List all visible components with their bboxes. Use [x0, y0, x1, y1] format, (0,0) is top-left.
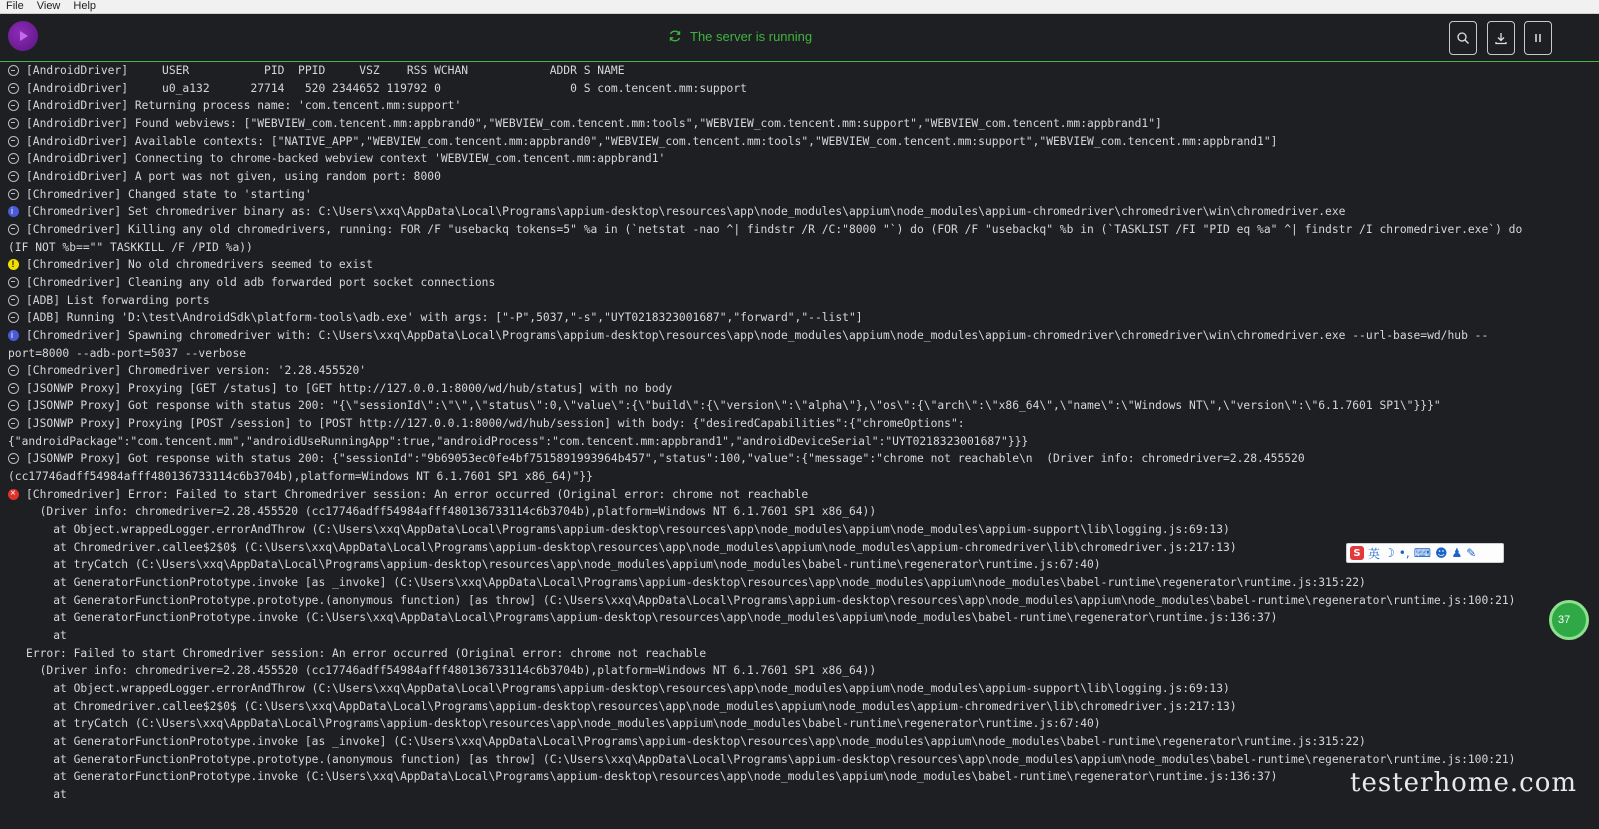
- log-text: at GeneratorFunctionPrototype.invoke [as _invoke] (C:\Users\xxq\AppData\Local\Programs\appium-desktop\resources\app\node_modules\appium\node_modules\babel-runtime\regenerator\runtime.js:315:22): [26, 734, 1366, 748]
- log-indent: [8, 736, 19, 747]
- log-text: Error: Failed to start Chromedriver session: An error occurred (Original error: chrome not reachable: [26, 646, 707, 660]
- log-debug-icon: [8, 383, 19, 394]
- log-text: [JSONWP Proxy] Proxying [GET /status] to [GET http://127.0.0.1:8000/wd/hub/status] with no body: [26, 381, 673, 395]
- log-indent: [8, 595, 19, 606]
- ime-language-label[interactable]: 英: [1368, 546, 1381, 561]
- log-line: [0, 115, 1599, 133]
- log-text: [AndroidDriver] A port was not given, using random port: 8000: [26, 169, 441, 183]
- log-line: [0, 309, 1599, 327]
- log-debug-icon: [8, 277, 19, 288]
- log-line: [0, 433, 1599, 451]
- download-logs-button[interactable]: [1487, 21, 1515, 55]
- download-icon: [1494, 31, 1508, 45]
- log-text: [AndroidDriver] u0_a132 27714 520 2344652 119792 0 0 S com.tencent.mm:support: [26, 81, 747, 95]
- menu-bar: [0, 0, 1599, 14]
- log-debug-icon: [8, 365, 19, 376]
- menu-file[interactable]: File: [6, 0, 24, 12]
- log-line: [0, 698, 1599, 716]
- log-warn-icon: [8, 259, 19, 270]
- log-indent: [8, 577, 19, 588]
- moon-icon[interactable]: ☽: [1384, 546, 1395, 560]
- log-info-icon: [8, 206, 19, 217]
- log-debug-icon: [8, 189, 19, 200]
- log-text: [Chromedriver] Changed state to 'starting': [26, 187, 312, 201]
- log-debug-icon: [8, 171, 19, 182]
- wrench-icon[interactable]: ✎: [1466, 546, 1477, 560]
- log-line: [0, 292, 1599, 310]
- log-debug-icon: [8, 118, 19, 129]
- log-text: [AndroidDriver] Available contexts: ["NATIVE_APP","WEBVIEW_com.tencent.mm:appbrand0","WEBVIEW_com.tencent.mm:tools","WEBVIEW_com.tencent.mm:support","WEBVIEW_com.tencent.mm:appbrand1"]: [26, 134, 1278, 148]
- log-line: [0, 609, 1599, 627]
- log-text: at tryCatch (C:\Users\xxq\AppData\Local\Programs\appium-desktop\resources\app\node_modules\appium\node_modules\babel-runtime\regenerator\runtime.js:67:40): [26, 558, 1101, 572]
- log-text: at Chromedriver.callee$2$0$ (C:\Users\xxq\AppData\Local\Programs\appium-desktop\resources\app\node_modules\appium\node_modules\appium-chromedriver\lib\chromedriver.js:217:13): [26, 540, 1237, 554]
- log-indent: [8, 665, 19, 676]
- log-debug-icon: [8, 153, 19, 164]
- log-debug-icon: [8, 312, 19, 323]
- menu-view[interactable]: View: [36, 0, 61, 12]
- log-text: [Chromedriver] Chromedriver version: '2.28.455520': [26, 364, 367, 378]
- log-line: [0, 468, 1599, 486]
- log-text: [AndroidDriver] Returning process name: 'com.tencent.mm:support': [26, 99, 462, 113]
- log-text: at Object.wrappedLogger.errorAndThrow (C:\Users\xxq\AppData\Local\Programs\appium-desktop\resources\app\node_modules\appium\node_modules\appium-support\lib\logging.js:69:13): [26, 681, 1230, 695]
- log-line: [0, 415, 1599, 433]
- log-line: [0, 645, 1599, 663]
- log-text: [AndroidDriver] Found webviews: ["WEBVIEW_com.tencent.mm:appbrand0","WEBVIEW_com.tencent.mm:tools","WEBVIEW_com.tencent.mm:support","WEBVIEW_com.tencent.mm:appbrand1"]: [26, 116, 1162, 130]
- watermark: testerhome.com: [1350, 768, 1578, 798]
- search-logs-button[interactable]: [1449, 21, 1477, 55]
- log-line: [0, 503, 1599, 521]
- log-line: [0, 521, 1599, 539]
- log-line: [0, 203, 1599, 221]
- log-debug-icon: [8, 83, 19, 94]
- log-line: [0, 97, 1599, 115]
- log-text: at GeneratorFunctionPrototype.invoke (C:\Users\xxq\AppData\Local\Programs\appium-desktop\resources\app\node_modules\appium\node_modules\babel-runtime\regenerator\runtime.js:136:37): [26, 611, 1278, 625]
- refresh-icon: [668, 29, 682, 43]
- log-line: [0, 574, 1599, 592]
- log-indent: [8, 559, 19, 570]
- log-text: {"androidPackage":"com.tencent.mm","androidUseRunningApp":true,"androidProcess":"com.tencent.mm:appbrand1","androidDeviceSerial":"UYT0218323001687"}}}: [8, 434, 1029, 448]
- log-indent: [8, 771, 19, 782]
- punctuation-icon[interactable]: •,: [1398, 546, 1410, 560]
- log-line: [0, 627, 1599, 645]
- log-text: [ADB] Running 'D:\test\AndroidSdk\platform-tools\adb.exe' with args: ["-P",5037,"-s","UYT0218323001687","forward","--list"]: [26, 311, 863, 325]
- log-text: at: [26, 629, 67, 642]
- log-text: [JSONWP Proxy] Proxying [POST /session] to [POST http://127.0.0.1:8000/wd/hub/session] with body: {"desiredCapabilities":{"chromeOptions":: [26, 417, 965, 431]
- log-line: [0, 256, 1599, 274]
- log-text: [Chromedriver] Spawning chromedriver with: C:\Users\xxq\AppData\Local\Programs\appium-desktop\resources\app\node_modules\appium\node_modules\appium-chromedriver\chromedriver\win\chromedriver.exe --url-base=wd/hub --: [26, 328, 1489, 342]
- log-line: [0, 715, 1599, 733]
- log-line: [0, 274, 1599, 292]
- server-header: [0, 14, 1599, 62]
- log-text: at Chromedriver.callee$2$0$ (C:\Users\xxq\AppData\Local\Programs\appium-desktop\resources\app\node_modules\appium\node_modules\appium-chromedriver\lib\chromedriver.js:217:13): [26, 699, 1237, 713]
- log-indent: [8, 648, 19, 659]
- log-error-icon: [8, 489, 19, 500]
- user-icon[interactable]: ☻: [1435, 546, 1448, 560]
- floating-ball[interactable]: [1549, 600, 1589, 640]
- log-text: [Chromedriver] Killing any old chromedrivers, running: FOR /F "usebackq tokens=5" %a in (`netstat -nao ^| findstr /R /C:"8000 "`) do (FOR /F "usebackq" %b in (`TASKLIST /FI "PID eq %a" ^| findstr /I chromedriver.exe`) do: [26, 222, 1523, 236]
- log-indent: [8, 754, 19, 765]
- log-indent: [8, 789, 19, 800]
- log-text: (Driver info: chromedriver=2.28.455520 (cc17746adff54984afff480136733114c6b3704b),platform=Windows NT 6.1.7601 SP1 x86_64)): [26, 505, 877, 519]
- log-text: [Chromedriver] Cleaning any old adb forwarded port socket connections: [26, 275, 496, 289]
- log-text: [JSONWP Proxy] Got response with status 200: {"sessionId":"9b69053ec0fe4bf7515891993964b457","status":100,"value":{"message":"chrome not reachable\n (Driver info: chromedriver=2.28.455520: [26, 452, 1305, 466]
- log-text: at tryCatch (C:\Users\xxq\AppData\Local\Programs\appium-desktop\resources\app\node_modules\appium\node_modules\babel-runtime\regenerator\runtime.js:67:40): [26, 717, 1101, 731]
- log-debug-icon: [8, 224, 19, 235]
- log-text: (cc17746adff54984afff480136733114c6b3704b),platform=Windows NT 6.1.7601 SP1 x86_64)"}}: [8, 470, 593, 484]
- search-icon: [1456, 31, 1470, 45]
- log-line: [0, 345, 1599, 363]
- log-debug-icon: [8, 136, 19, 147]
- log-text: [AndroidDriver] USER PID PPID VSZ RSS WCHAN ADDR S NAME: [26, 64, 625, 77]
- log-line: [0, 327, 1599, 345]
- log-line: [0, 133, 1599, 151]
- log-text: at: [26, 787, 67, 801]
- log-debug-icon: [8, 100, 19, 111]
- log-text: at GeneratorFunctionPrototype.prototype.(anonymous function) [as throw] (C:\Users\xxq\AppData\Local\Programs\appium-desktop\resources\app\node_modules\appium\node_modules\babel-runtime\regenerator\runtime.js:100:21): [26, 593, 1516, 607]
- stop-server-button[interactable]: [1524, 21, 1552, 55]
- play-icon: [15, 28, 31, 44]
- log-debug-icon: [8, 453, 19, 464]
- log-line: [0, 186, 1599, 204]
- log-line: [0, 221, 1599, 239]
- log-text: at Object.wrappedLogger.errorAndThrow (C:\Users\xxq\AppData\Local\Programs\appium-desktop\resources\app\node_modules\appium\node_modules\appium-support\lib\logging.js:69:13): [26, 523, 1230, 537]
- log-text: [ADB] List forwarding ports: [26, 293, 210, 307]
- log-debug-icon: [8, 418, 19, 429]
- log-line: [0, 150, 1599, 168]
- log-text: at GeneratorFunctionPrototype.prototype.(anonymous function) [as throw] (C:\Users\xxq\AppData\Local\Programs\appium-desktop\resources\app\node_modules\appium\node_modules\babel-runtime\regenerator\runtime.js:100:21): [26, 752, 1516, 766]
- floating-ball-value: 37: [1558, 614, 1571, 626]
- log-line: [0, 486, 1599, 504]
- log-line: [0, 239, 1599, 257]
- log-indent: [8, 506, 19, 517]
- log-debug-icon: [8, 400, 19, 411]
- menu-help[interactable]: Help: [73, 0, 97, 12]
- log-text: [Chromedriver] Error: Failed to start Chromedriver session: An error occurred (Original error: chrome not reachable: [26, 487, 809, 501]
- log-text: at GeneratorFunctionPrototype.invoke [as _invoke] (C:\Users\xxq\AppData\Local\Programs\appium-desktop\resources\app\node_modules\appium\node_modules\babel-runtime\regenerator\runtime.js:315:22): [26, 576, 1366, 590]
- log-indent: [8, 524, 19, 535]
- log-text: [Chromedriver] Set chromedriver binary as: C:\Users\xxq\AppData\Local\Programs\appium-desktop\resources\app\node_modules\appium\node_modules\appium-chromedriver\chromedriver\win\chromedriver.exe: [26, 205, 1346, 219]
- log-text: [Chromedriver] No old chromedrivers seemed to exist: [26, 258, 373, 272]
- log-indent: [8, 630, 19, 641]
- log-line: [0, 380, 1599, 398]
- server-status: [668, 26, 812, 46]
- sogou-logo-icon: S: [1350, 546, 1364, 560]
- log-text: [AndroidDriver] Connecting to chrome-backed webview context 'WEBVIEW_com.tencent.mm:appbrand1': [26, 152, 666, 166]
- log-text: (Driver info: chromedriver=2.28.455520 (cc17746adff54984afff480136733114c6b3704b),platform=Windows NT 6.1.7601 SP1 x86_64)): [26, 664, 877, 678]
- keyboard-icon[interactable]: ⌨: [1413, 546, 1432, 560]
- log-line: [0, 168, 1599, 186]
- log-line: [0, 62, 1599, 80]
- server-log[interactable]: [0, 62, 1599, 829]
- log-indent: [8, 612, 19, 623]
- log-text: [JSONWP Proxy] Got response with status 200: "{\"sessionId\":\"\",\"status\":0,\"value\":{\"build\":{\"version\":\"alpha\"},\"os\":{\"arch\":\"x86_64\",\"name\":\"Windows NT\",\"version\":\"6.1.7601 SP1\"}}}": [26, 399, 1441, 413]
- log-debug-icon: [8, 65, 19, 76]
- log-text: port=8000 --adb-port=5037 --verbose: [8, 346, 247, 360]
- server-status-text: The server is running: [690, 28, 813, 44]
- shirt-icon[interactable]: ♟: [1451, 546, 1463, 560]
- ime-toolbar[interactable]: [1346, 543, 1504, 563]
- log-indent: [8, 701, 19, 712]
- log-line: [0, 362, 1599, 380]
- log-line: [0, 397, 1599, 415]
- log-line: [0, 680, 1599, 698]
- log-text: (IF NOT %b=="" TASKKILL /F /PID %a)): [8, 240, 253, 254]
- log-line: [0, 450, 1599, 468]
- appium-logo: [8, 21, 38, 51]
- log-line: [0, 662, 1599, 680]
- log-line: [0, 80, 1599, 98]
- log-line: [0, 592, 1599, 610]
- log-line: [0, 733, 1599, 751]
- log-indent: [8, 718, 19, 729]
- log-info-icon: [8, 330, 19, 341]
- log-debug-icon: [8, 295, 19, 306]
- log-line: [0, 751, 1599, 769]
- log-indent: [8, 683, 19, 694]
- log-indent: [8, 542, 19, 553]
- log-text: at GeneratorFunctionPrototype.invoke (C:\Users\xxq\AppData\Local\Programs\appium-desktop\resources\app\node_modules\appium\node_modules\babel-runtime\regenerator\runtime.js:136:37): [26, 770, 1278, 784]
- pause-icon: [1531, 31, 1545, 45]
